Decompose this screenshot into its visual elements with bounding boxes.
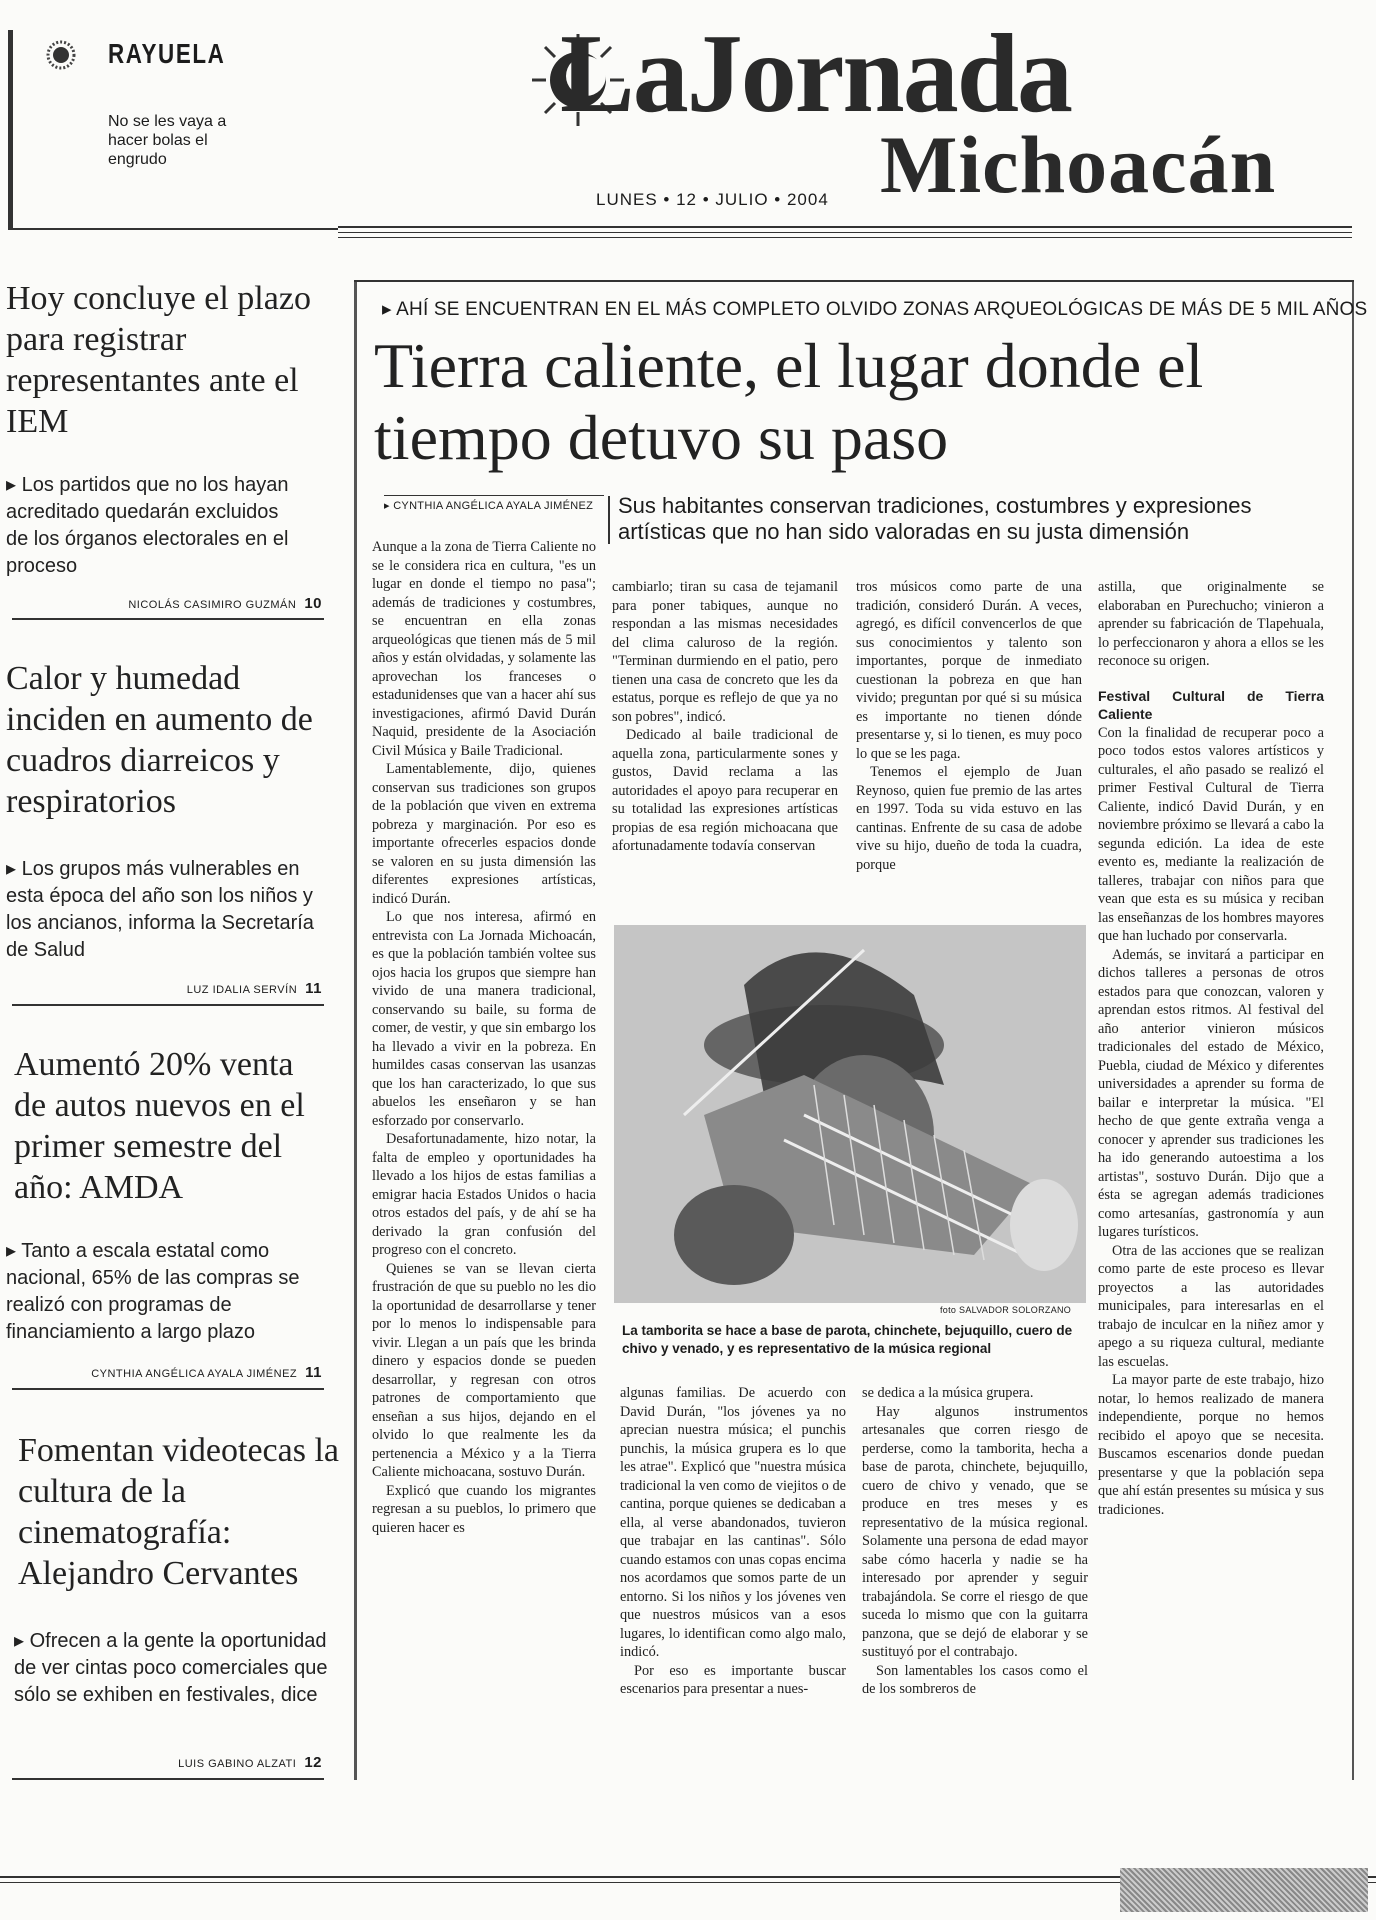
sidebar-rule-2 xyxy=(12,1004,324,1006)
masthead-rule-2 xyxy=(338,232,1352,233)
byline-rule xyxy=(384,495,604,496)
sidebar-page-1[interactable]: 10 xyxy=(304,595,322,612)
article-column-2-bottom: algunas familias. De acuerdo con David Durán, "los jóvenes ya no aprecian nuestra música; el punchis punchis, la música grupera es lo que les atrae". Explicó que "nuestra música tradicional la ven como de viejitos o de cantina, porque quienes se dedicaban a ella, al verse abandonados, tuvieron que trabajar en las cantinas". Sólo cuando estamos con unas copas encima nos acordamos que somos parte de un entorno. Si los niños y los jóvenes ven que nuestros músicos van a esos lugares, lo identifican como algo malo, indicó. Por eso es importante buscar escenarios para presentar a nues- xyxy=(620,1385,846,1697)
rayuela-bottom-rule xyxy=(8,228,338,230)
article-column-1: Aunque a la zona de Tierra Caliente no se le considera rica en cultura, "es un lugar en donde el tiempo no pasa"; además de tradiciones y costumbres, se encuentran en ella zonas arqueológicas que tienen más de 5 mil años y están olvidadas, y solamente las aprovechan los franceses o estadunidenses que van a hacer ahí sus investigaciones, afirmó David Durán Naquid, presidente de la Asociación Civil Música y Baile Tradicional. Lamentablemente, dijo, quienes conservan sus tradiciones son grupos de la población que viven en extrema pobreza y marginación. Por eso es importante ofrecerles espacios donde se valoren en su justa dimensión las diferentes expresiones artísticas, indicó Durán. Lo que nos interesa, afirmó en entrevista con La Jornada Michoacán, es que la población también voltee sus ojos hacia los grupos que siempre han vivido de una manera tradicional, conservando su baile, su forma de comer, de vestir, y que sin embargo los ha llevado a vivir en la pobreza. En humildes casas conservan las usanzas que los han caracterizado, lo que sus abuelos les enseñaron y se han esforzado por conservarlo. Desafortunadamente, hizo notar, la falta de empleo y oportunidades ha llevado a los hijos de estas familias a emigrar hacia Estados Unidos o hacia otros estados del país, y de ahí se ha derivado la gran confusión del progreso con el concreto. Quienes se van se llevan cierta frustración de que su pueblo no les dio la oportunidad de desarrollarse y tener por lo menos lo indispensable para vivir. Llegan a un país que les brinda dinero y espacios donde se pueden desarrollar, y regresan con otros patrones de comportamiento que enseñan a sus hijos, dejando en el olvido lo que realmente les da pertenencia a México y a la Tierra Caliente michoacana, sostuvo Durán. Explicó que cuando los migrantes regresan a su pueblos, lo primero que quieren hacer es xyxy=(372,539,596,1536)
barcode-stamp xyxy=(1120,1868,1368,1912)
article-headline: Tierra caliente, el lugar donde el tiempo detuvo su paso xyxy=(374,330,1204,473)
sidebar-rule-4 xyxy=(12,1778,324,1780)
sidebar-deck-4: ▸ Ofrecen a la gente la oportunidad de ver cintas poco comerciales que sólo se exhiben en festivales, dice xyxy=(14,1630,328,1706)
masthead-rule-3 xyxy=(338,237,1352,238)
sidebar-deck-3: ▸ Tanto a escala estatal como nacional, 65% de las compras se realizó con programas de financiamiento a largo plazo xyxy=(6,1240,300,1343)
subhead-bar xyxy=(608,496,610,544)
sidebar-rule-3 xyxy=(12,1388,324,1390)
sidebar-deck-1: ▸ Los partidos que no los hayan acreditado quedarán excluidos de los órganos electorales en el proceso xyxy=(6,474,289,577)
photo-credit: foto SALVADOR SOLORZANO xyxy=(940,1305,1072,1315)
sidebar-page-3[interactable]: 11 xyxy=(305,1364,322,1381)
article-right-border xyxy=(1352,280,1354,1780)
rayuela-text: No se les vaya a hacer bolas el engrudo xyxy=(108,113,227,168)
sidebar-headline-3: Aumentó 20% venta de autos nuevos en el primer semestre del año: AMDA xyxy=(14,1046,305,1206)
article-column-2-top: cambiarlo; tiran su casa de tejamanil para poner tabiques, aunque no respondan a las mismas necesidades del clima caluroso de la región. "Terminan durmiendo en el patio, pero tienen una casa de concreto que les da estatus, porque es reflejo de que ya no son pobres", indicó. Dedicado al baile tradicional de aquella zona, particularmente sones y gustos, David reclama a las autoridades el apoyo para recuperar en su totalidad las expresiones artísticas propias de esa región michoacana que afortunadamente todavía conservan xyxy=(612,579,838,854)
article-column-3-top: tros músicos como parte de una tradición, consideró Durán. A veces, agregó, es difícil convencerlos de que sus conocimientos y talento son importantes, porque de inmediato cuestionan la pobreza en que han vivido; preguntan por qué si su música es importante no tienen dónde presentarse y, si lo tienen, es muy poco lo que se les paga. Tenemos el ejemplo de Juan Reynoso, quien fue premio de las artes en 1997. Toda su vida estuvo en las cantinas. Enfrente de su casa de adobe vive su hijo, dueño de toda la cuadra, porque xyxy=(856,579,1082,873)
dateline: LUNES • 12 • JULIO • 2004 xyxy=(596,190,829,209)
sidebar-headline-1: Hoy concluye el plazo para registrar representantes ante el IEM xyxy=(6,280,311,440)
article-column-3-bottom: se dedica a la música grupera. Hay algunos instrumentos artesanales que corren riesgo de perderse, como la tamborita, hecha a base de parota, chinchete, bejuquillo, cuero de chivo y venado, que se produce en tres meses y es representativo de la música regional. Solamente una persona de edad mayor sabe cómo hacerla y nadie se ha interesado por aprender y seguir trabajándola. Se corre el riesgo de que suceda lo mismo que con la guitarra panzona, que se dejó de elaborar y se sustituyó por el contrabajo. Son lamentables los casos como el de los sombreros de xyxy=(862,1385,1088,1697)
sidebar-deck-2: ▸ Los grupos más vulnerables en esta época del año son los niños y los ancianos, informa la Secretaría de Salud xyxy=(6,858,314,961)
sun-logo-icon xyxy=(44,38,78,72)
festival-subtitle: Festival Cultural de Tierra Caliente xyxy=(1098,687,1324,722)
article-kicker: ▸ AHÍ SE ENCUENTRAN EN EL MÁS COMPLETO OLVIDO ZONAS ARQUEOLÓGICAS DE MÁS DE 5 MIL AÑOS xyxy=(382,299,1368,320)
article-top-rule xyxy=(354,280,1354,282)
sidebar-headline-4: Fomentan videotecas la cultura de la cinematografía: Alejandro Cervantes xyxy=(18,1432,340,1592)
rayuela-title: RAYUELA xyxy=(108,38,226,69)
masthead-title: LaJornada xyxy=(560,12,1071,136)
article-left-border xyxy=(354,280,357,1780)
photo-caption: La tamborita se hace a base de parota, chinchete, bejuquillo, cuero de chivo y venado, y es representativo de la música regional xyxy=(622,1323,1073,1356)
masthead-rule-1 xyxy=(338,226,1352,228)
sidebar-page-4[interactable]: 12 xyxy=(304,1754,322,1771)
sidebar-headline-2: Calor y humedad inciden en aumento de cuadros diarreicos y respiratorios xyxy=(6,660,313,820)
article-column-4: astilla, que originalmente se elaboraban en Purechucho; vinieron a aprender su fabricación de Tlapehuala, lo perfeccionaron y ahora a ellos se les reconoce su origen. Festival Cultural de Tierra Caliente Con la finalidad de recuperar poco a poco todos estos valores artísticos y culturales, el año pasado se realizó el primer Festival Cultural de Tierra Caliente, indicó David Durán, y en noviembre próximo se llevará a cabo la segunda edición. La idea de este evento es, mediante la realización de talleres, trabajar con niños para que vean que esta es su música y reciban las enseñanzas de los hombres mayores que han luchado por conservarla. Además, se invitará a participar en dichos talleres a personas de otros estados para que conozcan, valoren y aprendan estos ritmos. Al festival del año anterior vinieron músicos tradicionales del estado de México, Puebla, ciudad de México y diferentes universidades a aprender su forma de bailar e interpretar la música. "El hecho de que gente extraña venga a conocer y aprender sus tradiciones les ha ido generando autoestima a los artistas", sostuvo Durán. Dijo que a ésta se agregan además tradiciones como artesanías, gastronomía y aun lugares turísticos. Otra de las acciones que se realizan como parte de este proceso es llevar proyectos a las autoridades municipales, para interesarlas en el trabajo de inculcar en la niñez amor y apego a su riqueza cultural, mediante las escuelas. La mayor parte de este trabajo, hizo notar, lo hemos realizado de manera independiente, porque no hemos recibido el apoyo que se necesita. Buscamos escenarios donde puedan presentarse y que la población sepa que ahí están presentes su música y sus tradiciones. xyxy=(1098,579,1324,1518)
sidebar-byline-2: LUZ IDALIA SERVÍN 11 xyxy=(186,980,322,997)
sidebar-page-2[interactable]: 11 xyxy=(305,980,322,997)
sidebar-rule-1 xyxy=(12,618,324,620)
masthead-subtitle: Michoacán xyxy=(880,119,1277,210)
article-subhead: Sus habitantes conservan tradiciones, costumbres y expresiones artísticas que no han sido valoradas en su justa dimensión xyxy=(618,493,1252,544)
sidebar-byline-1: NICOLÁS CASIMIRO GUZMÁN 10 xyxy=(128,595,322,612)
sidebar-byline-3: CYNTHIA ANGÉLICA AYALA JIMÉNEZ 11 xyxy=(91,1364,322,1381)
sidebar-byline-4: LUIS GABINO ALZATI 12 xyxy=(178,1754,322,1771)
article-byline: ▸ CYNTHIA ANGÉLICA AYALA JIMÉNEZ xyxy=(384,500,594,512)
article-photo xyxy=(614,925,1086,1303)
